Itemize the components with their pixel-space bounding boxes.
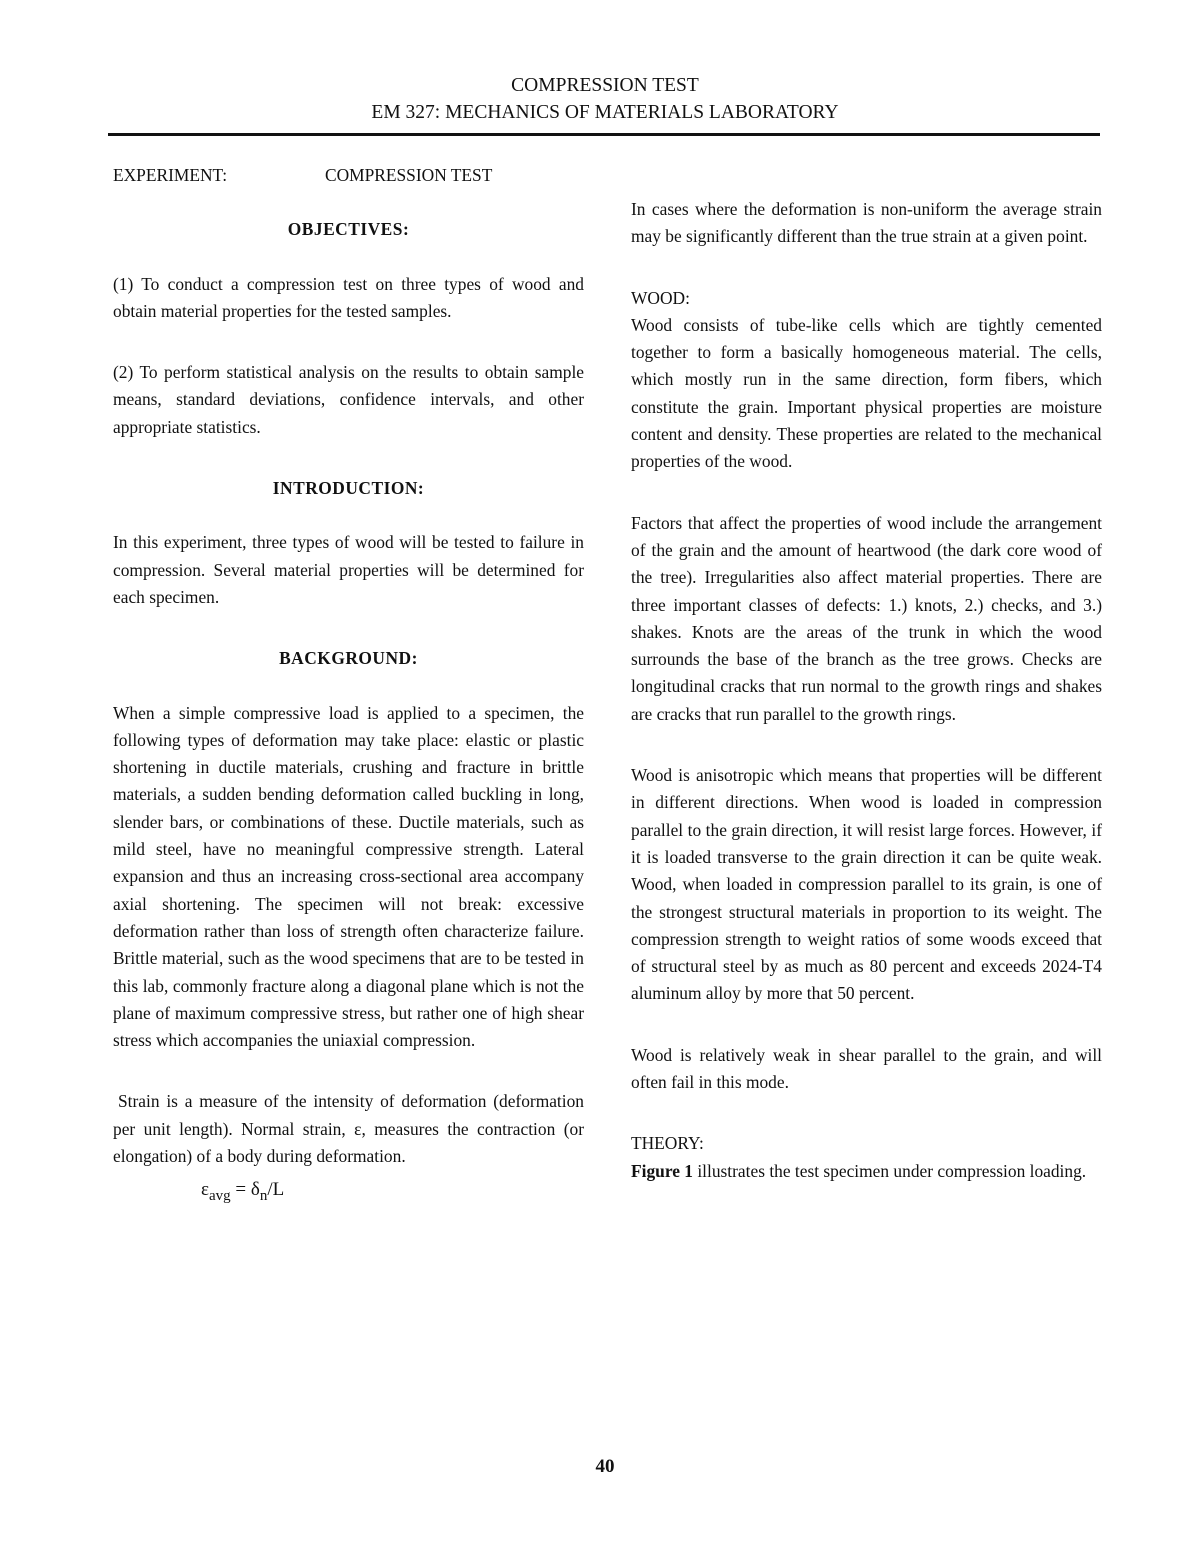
introduction-paragraph: In this experiment, three types of wood will be tested to failure in compression. Several material properties will be determined for each specimen.	[113, 532, 584, 607]
shear-paragraph: Wood is relatively weak in shear parallel to the grain, and will often fail in this mode.	[631, 1044, 1102, 1093]
header-divider	[108, 133, 1100, 136]
theory-text: illustrates the test specimen under compression loading.	[693, 1160, 1087, 1181]
formula-n-subscript: n	[259, 1188, 268, 1205]
formula-equals: =	[230, 1179, 251, 1201]
objective-1: (1) To conduct a compression test on three types of wood and obtain material properties for the tested samples.	[113, 273, 584, 321]
page-header	[0, 72, 1200, 126]
theory-paragraph	[631, 1158, 1102, 1185]
document-title: COMPRESSION TEST	[511, 75, 699, 96]
formula-epsilon: ε	[201, 1179, 209, 1201]
wood-label: WOOD:	[631, 287, 690, 308]
factors-paragraph: Factors that affect the properties of wood include the arrangement of the grain and the amount of heartwood (the dark core wood of the tree). Irregularities also affect material properties. There are three important classes of defects: 1.) knots, 2.) checks, and 3.) shakes. Knots are the areas of the trunk in which the wood surrounds the base of the branch as the tree grows. Checks are longitudinal cracks that run normal to the growth rings and shakes are cracks that run parallel to the growth rings.	[631, 512, 1102, 724]
nonuniform-paragraph: In cases where the deformation is non-uniform the average strain may be significantly different than the true strain at a given point.	[631, 199, 1102, 247]
page-number: 40	[595, 1456, 615, 1477]
course-title: EM 327: MECHANICS OF MATERIALS LABORATORY	[371, 102, 839, 123]
average-strain-formula	[201, 1176, 584, 1210]
experiment-label: EXPERIMENT:	[113, 165, 228, 185]
wood-paragraph: Wood consists of tube-like cells which are tightly cemented together to form a basically homogeneous material. The cells, which mostly run in the same direction, form fibers, which constitute the grain. Important physical properties are moisture content and density. These properties are related to the mechanical properties of the wood.	[631, 314, 1102, 472]
objectives-heading: OBJECTIVES:	[287, 219, 410, 240]
right-column	[631, 196, 1102, 1219]
background-paragraph: When a simple compressive load is applied to a specimen, the following types of deformation may take place: elastic or plastic shortening in ductile materials, crushing and fracture in brittle materials, a sudden bending deformation called buckling in long, slender bars, or combinations of these. Ductile materials, such as mild steel, have no meaningful compressive strength. Lateral expansion and thus an increasing cross-sectional area accompany axial shortening. The specimen will not break: excessive deformation rather than loss of strength often characterize failure. Brittle material, such as the wood specimens that are to be tested in this lab, commonly fracture along a diagonal plane which is not the plane of maximum compressive stress, but rather one of high shear stress which accompanies the uniaxial compression.	[113, 702, 584, 1051]
figure-1-reference: Figure 1	[631, 1160, 693, 1181]
strain-paragraph: Strain is a measure of the intensity of deformation (deformation per unit length). Normal strain, ε, measures the contraction (or elongation) of a body during deformation.	[113, 1091, 584, 1167]
left-column	[113, 162, 584, 1210]
formula-over-length: /L	[267, 1179, 285, 1201]
experiment-row	[113, 162, 584, 189]
formula-delta: δ	[250, 1179, 260, 1201]
theory-label: THEORY:	[631, 1133, 704, 1154]
experiment-value: COMPRESSION TEST	[325, 165, 493, 185]
formula-avg-subscript: avg	[208, 1188, 231, 1205]
anisotropic-paragraph: Wood is anisotropic which means that properties will be different in different directions. When wood is loaded in compression parallel to the grain direction, it will resist large forces. However, if it is loaded transverse to the grain direction it can be quite weak. Wood, when loaded in compression parallel to its grain, is one of the strongest structural materials in proportion to its weight. The compression strength to weight ratios of some woods exceed that of structural steel by as much as 80 percent and exceeds 2024-T4 aluminum alloy by more that 50 percent.	[631, 765, 1102, 1004]
objective-2: (2) To perform statistical analysis on the results to obtain sample means, standard deviations, confidence intervals, and other appropriate statistics.	[113, 362, 584, 437]
background-heading: BACKGROUND:	[279, 648, 418, 669]
introduction-heading: INTRODUCTION:	[272, 478, 425, 499]
